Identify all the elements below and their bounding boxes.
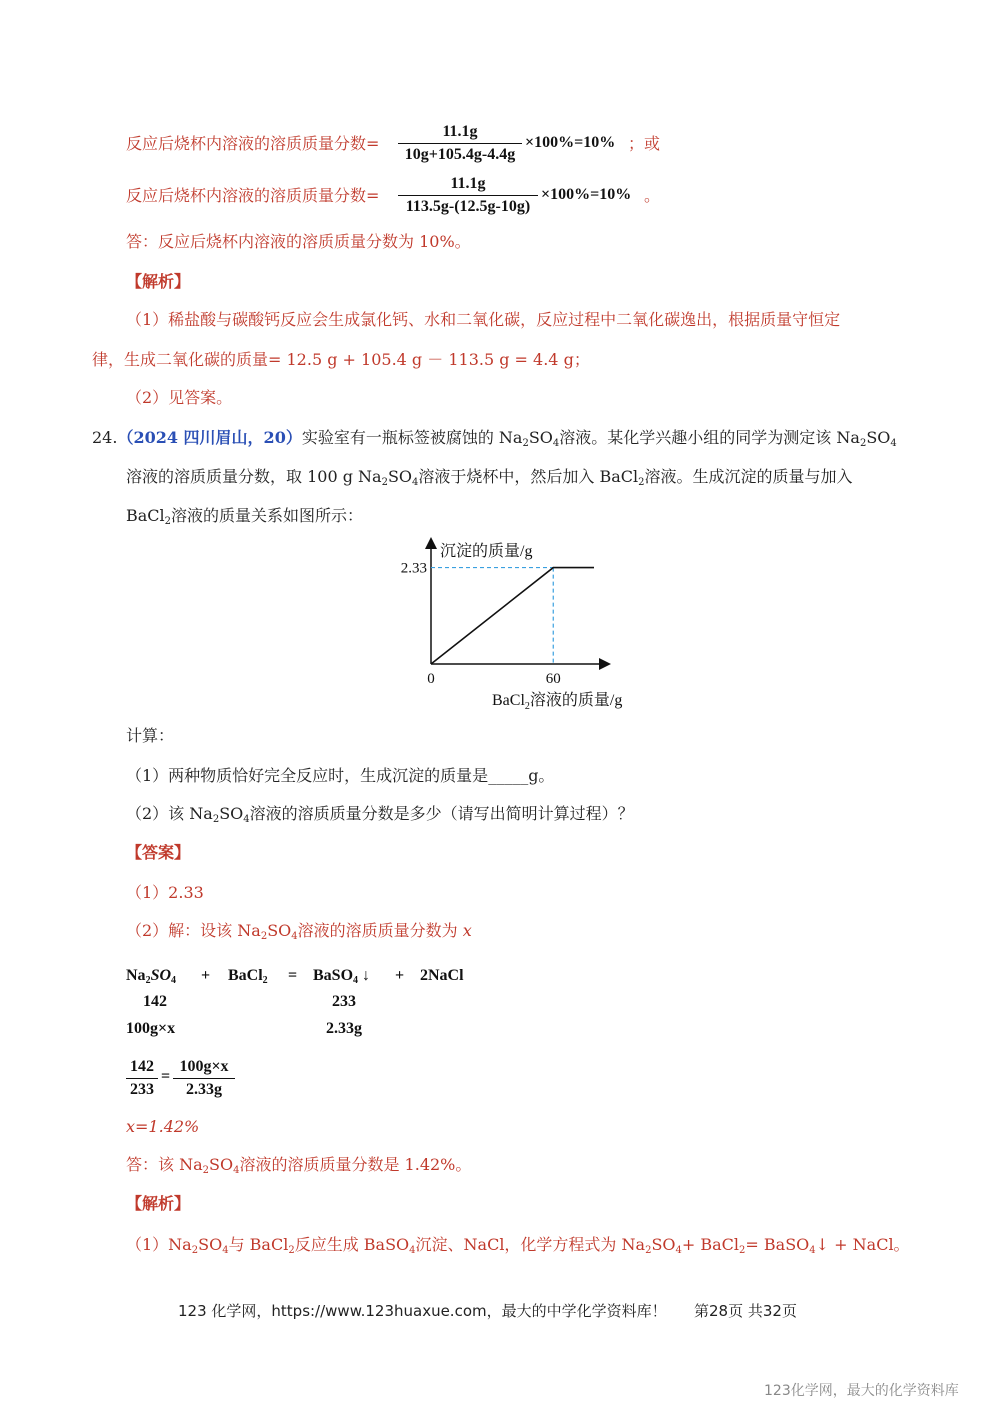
q24-text: 实验室有一瓶标签被腐蚀的 Na	[301, 428, 523, 447]
result-line	[126, 1117, 199, 1137]
q2-text: SO	[219, 804, 244, 823]
fraction-1-denominator: 10g+105.4g-4.4g	[404, 146, 516, 163]
equation-plus: +	[395, 967, 405, 984]
eq-part: BaCl	[228, 967, 263, 984]
molar-mass-na2so4: 142	[143, 993, 167, 1010]
l-text: SO	[198, 1235, 223, 1254]
answer-blank: _____	[488, 766, 529, 785]
analysis-heading-2: 【解析】	[126, 1194, 191, 1213]
y-axis-label: 沉淀的质量/g	[440, 543, 533, 560]
fraction-2-tail: ×100%=10%	[541, 186, 632, 203]
sub: 2	[645, 1245, 652, 1256]
answer-line: 答：反应后烧杯内溶液的溶质质量分数为 10%。	[126, 232, 471, 251]
fraction-2-denominator: 113.5g-(12.5g-10g)	[405, 198, 531, 215]
a2-text: （2）解：设该 Na	[126, 921, 261, 940]
sub: 2	[859, 438, 867, 449]
question-24-line-3	[126, 506, 363, 526]
molar-mass-baso4: 233	[332, 993, 356, 1010]
l-text: 沉淀、NaCl，化学方程式为 Na	[415, 1235, 646, 1254]
analysis-line-3: （2）见答案。	[126, 388, 233, 407]
origin-label: 0	[427, 671, 435, 687]
precipitate-arrow: ↓	[362, 967, 371, 984]
calc-heading: 计算：	[126, 726, 175, 745]
equation-equals: =	[288, 967, 298, 984]
y-tick-label: 2.33	[400, 560, 427, 577]
ratio-left	[126, 1057, 158, 1100]
question-24-line-1	[92, 428, 897, 448]
sub-question-1	[126, 766, 554, 786]
equation-reactant-na2so4	[126, 967, 176, 985]
eq-part: BaSO	[313, 967, 354, 984]
fraction-1-end: ；或	[628, 134, 661, 153]
q24-text: 溶液。生成沉淀的质量与加入	[644, 467, 853, 486]
q24-text: SO	[528, 428, 553, 447]
analysis-heading: 【解析】	[126, 272, 191, 291]
q2-text: （2）该 Na	[126, 804, 213, 823]
sub: 4	[353, 975, 359, 986]
ratio-right-den: 2.33g	[186, 1081, 222, 1098]
watermark: 123化学网，最大的化学资料库	[764, 1383, 959, 1399]
x-label-part: 溶液的质量/g	[529, 692, 623, 709]
x-label-sub: 2	[524, 701, 530, 712]
equation-product-nacl: 2NaCl	[420, 967, 464, 984]
x-label-part: BaCl	[492, 692, 525, 709]
sub: 4	[412, 477, 419, 488]
a2-text: 溶液的溶质质量分数为	[297, 921, 463, 940]
sub: 4	[809, 1245, 816, 1256]
sub: 4	[243, 814, 250, 825]
ratio-left-num: 142	[130, 1058, 154, 1075]
sub: 4	[171, 975, 177, 986]
q24-text: BaCl	[126, 506, 165, 525]
sub: 2	[522, 438, 529, 449]
ratio-equals: =	[161, 1068, 171, 1085]
final-text: 溶液的溶质质量分数是 1.42%。	[239, 1155, 472, 1174]
sub: 4	[222, 1245, 229, 1256]
fraction-2-end: 。	[644, 186, 661, 205]
l-text: 与 BaCl	[228, 1235, 289, 1254]
final-text: SO	[209, 1155, 234, 1174]
sub: 4	[291, 931, 298, 942]
sub: 4	[890, 438, 897, 449]
ratio-left-den: 233	[130, 1081, 154, 1098]
equation-plus: +	[201, 967, 211, 984]
question-24-line-2	[126, 467, 853, 487]
calc-prefix-1: 反应后烧杯内溶液的溶质质量分数=	[126, 134, 380, 153]
footer-page-number: 第28页 共32页	[694, 1302, 797, 1320]
sub: 2	[212, 814, 220, 825]
equation-reactant-bacl2	[228, 967, 268, 985]
sub: 2	[191, 1245, 199, 1256]
sub: 4	[409, 1245, 416, 1256]
q1-text: g。	[528, 766, 555, 785]
sub: 2	[262, 975, 268, 986]
sub: 4	[233, 1165, 240, 1176]
answer-1: （1）2.33	[126, 883, 204, 902]
l-text: ↓ + NaCl。	[815, 1235, 910, 1254]
ratio-right	[173, 1057, 235, 1100]
q24-text: SO	[387, 467, 413, 486]
sub: 2	[739, 1245, 746, 1256]
sub: 2	[381, 477, 388, 488]
fraction-2	[398, 174, 538, 217]
fraction-2-numerator: 11.1g	[450, 175, 486, 192]
l-text: 反应生成 BaSO	[294, 1235, 410, 1254]
mass-na2so4: 100g×x	[126, 1020, 176, 1037]
analysis-line-1: （1）稀盐酸与碳酸钙反应会生成氯化钙、水和二氧化碳，反应过程中二氧化碳逸出，根据质量守恒定	[126, 310, 841, 329]
answer-heading: 【答案】	[126, 843, 191, 862]
q2-text: 溶液的溶质质量分数是多少（请写出简明计算过程）？	[249, 804, 634, 823]
q24-text: 溶液于烧杯中，然后加入 BaCl	[418, 467, 639, 486]
eq-part: SO	[150, 967, 172, 984]
a2-text: SO	[267, 921, 292, 940]
question-source: （2024 四川眉山，20）	[117, 428, 302, 447]
ratio-right-num: 100g×x	[179, 1058, 229, 1075]
q24-text: 溶液。某化学兴趣小组的同学为测定该 Na	[559, 428, 860, 447]
q24-text: 溶液的溶质质量分数，取 100 g Na	[126, 467, 382, 486]
mass-baso4: 2.33g	[326, 1020, 362, 1037]
l-text: + BaCl	[681, 1235, 740, 1254]
footer-site: 123 化学网，https://www.123huaxue.com，最大的中学化学资料库！	[178, 1302, 667, 1320]
equation-product-baso4	[313, 967, 370, 985]
sub: 4	[675, 1245, 682, 1256]
precipitate-chart	[380, 530, 660, 715]
fraction-1	[398, 122, 522, 165]
calc-prefix-2: 反应后烧杯内溶液的溶质质量分数=	[126, 186, 380, 205]
result: x=1.42%	[126, 1117, 200, 1136]
x-tick-label: 60	[545, 671, 561, 687]
q24-text: SO	[866, 428, 891, 447]
series-line	[431, 568, 594, 664]
l-text: SO	[651, 1235, 676, 1254]
sub: 2	[145, 975, 151, 986]
sub: 2	[638, 477, 645, 488]
eq-part: Na	[126, 967, 146, 984]
l-text: （1）Na	[126, 1235, 192, 1254]
sub: 2	[288, 1245, 295, 1256]
final-answer	[126, 1155, 471, 1175]
q1-text: （1）两种物质恰好完全反应时，生成沉淀的质量是	[126, 766, 489, 785]
variable-x: x	[462, 921, 472, 940]
analysis-2-line-1	[126, 1235, 910, 1255]
sub: 2	[164, 516, 172, 527]
sub: 2	[202, 1165, 210, 1176]
final-text: 答：该 Na	[126, 1155, 203, 1174]
q24-text: 溶液的质量关系如图所示：	[171, 506, 364, 525]
fraction-1-tail: ×100%=10%	[525, 134, 616, 151]
sub-question-2	[126, 804, 634, 824]
answer-2-intro	[126, 921, 472, 941]
l-text: = BaSO	[745, 1235, 810, 1254]
sub: 2	[260, 931, 268, 942]
fraction-1-numerator: 11.1g	[442, 123, 478, 140]
analysis-line-2: 律，生成二氧化碳的质量= 12.5 g + 105.4 g － 113.5 g = 4.4 g；	[92, 350, 590, 369]
sub: 4	[552, 438, 560, 449]
x-axis-label	[492, 691, 622, 712]
question-number: 24.	[92, 428, 118, 447]
